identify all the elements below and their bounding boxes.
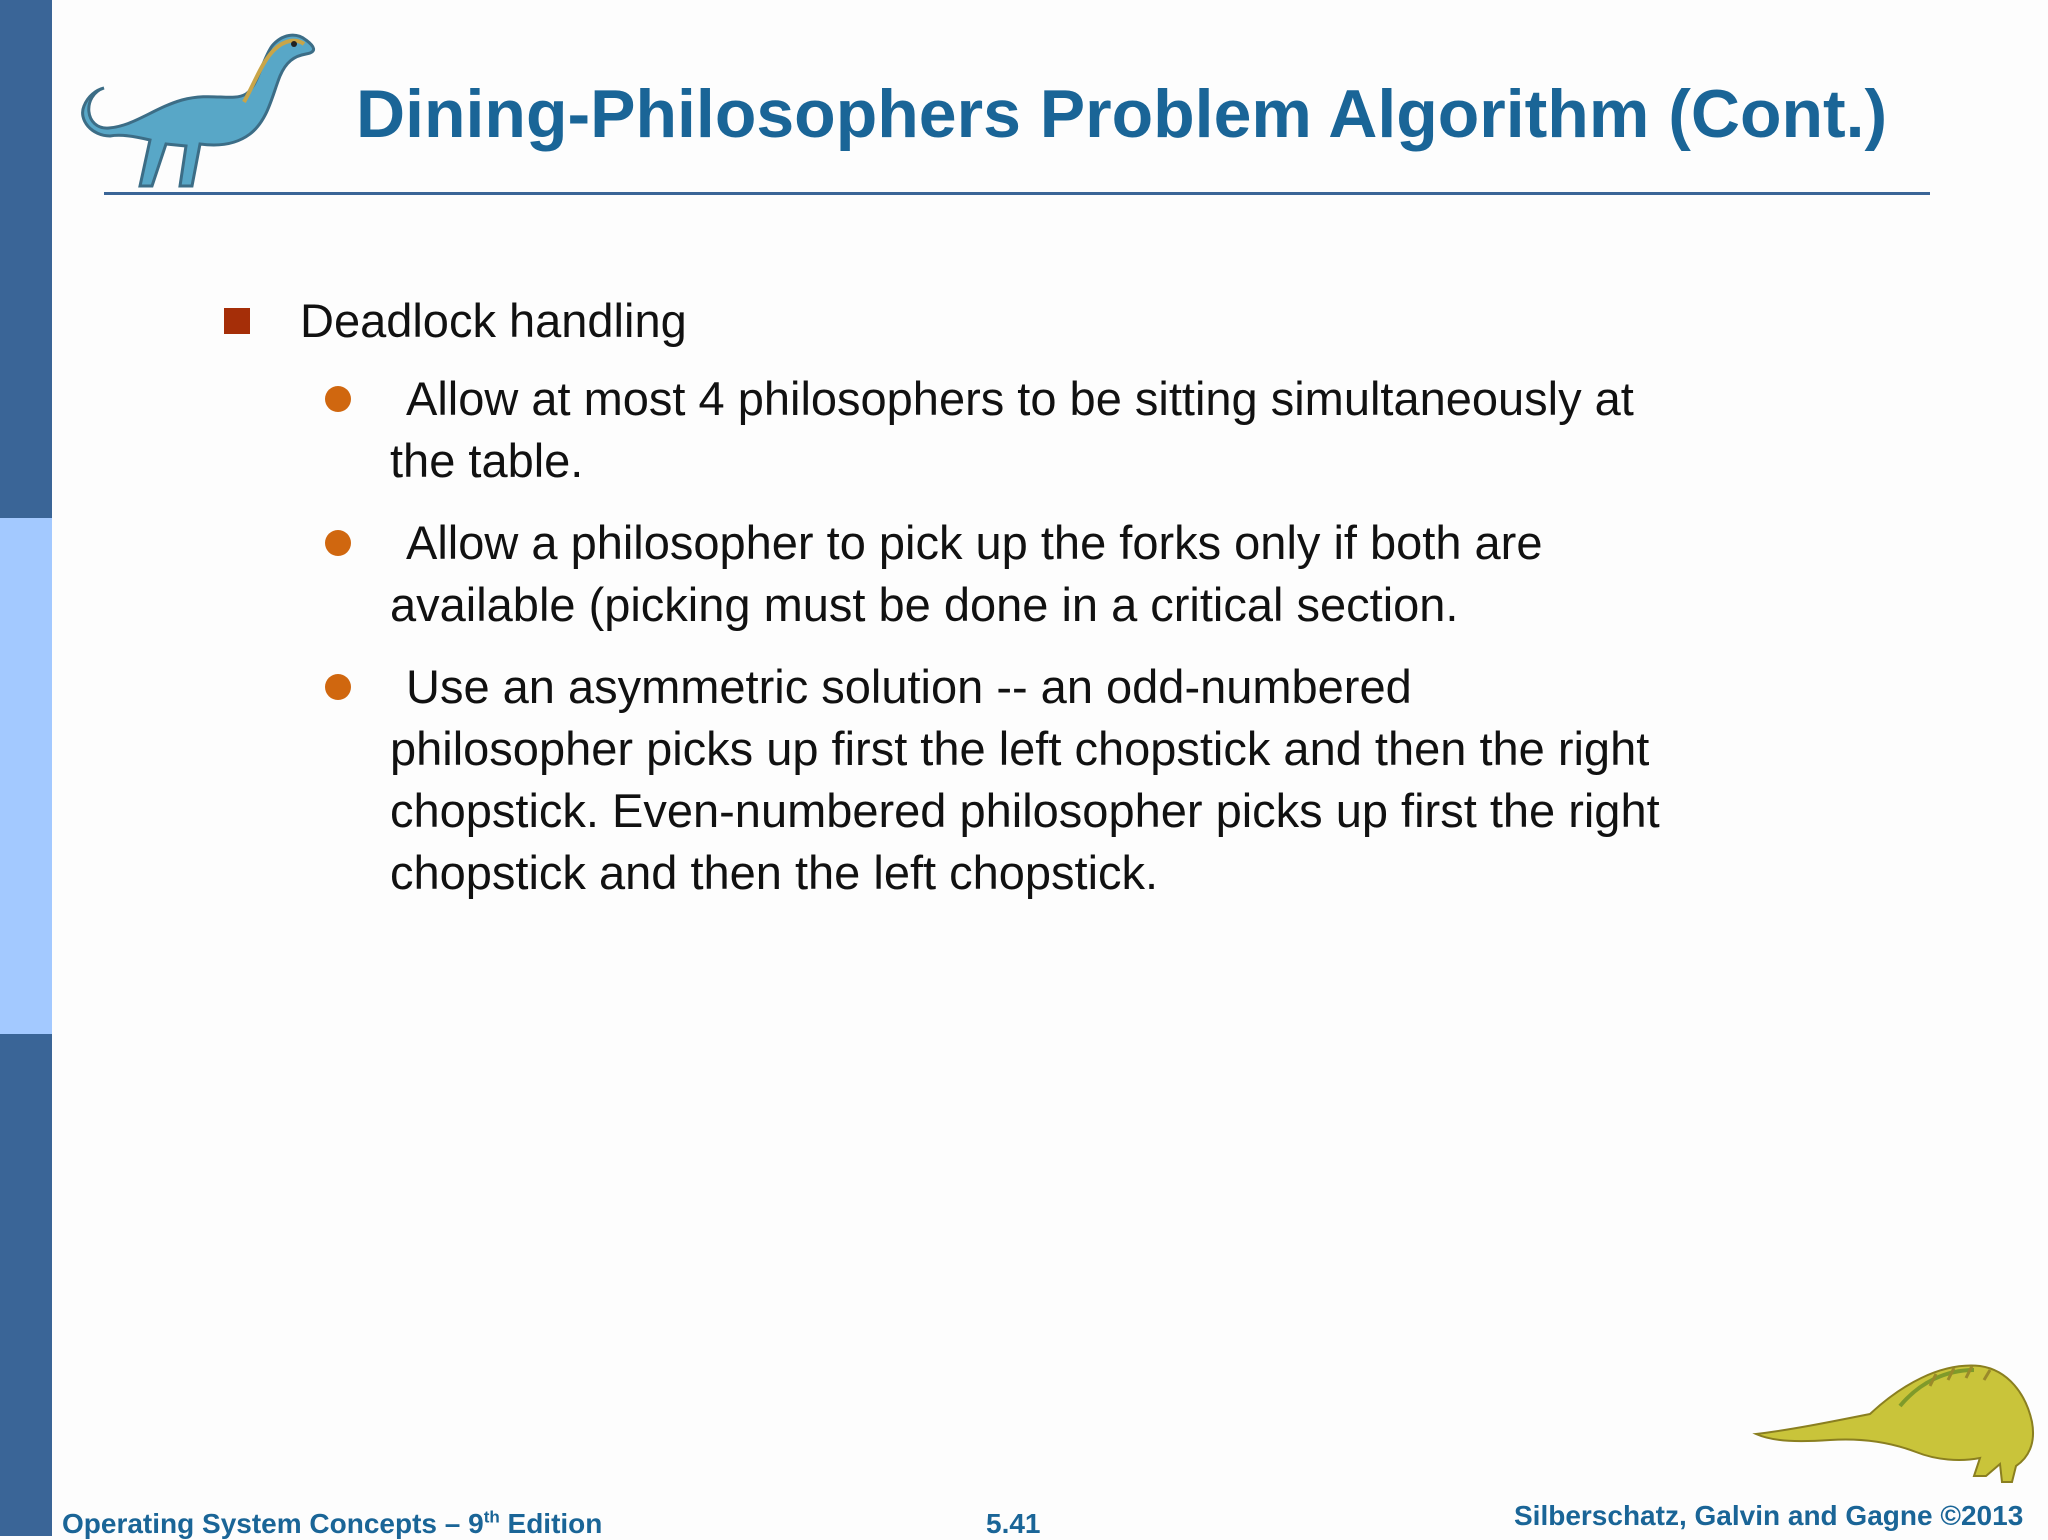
circle-bullet-icon xyxy=(325,386,351,412)
subbullet-text: Use an asymmetric solution -- an odd-numbered philosopher picks up first the left chopstick and then the right chopstick. Even-numbered philosopher picks up first the right chopstick and then the left chopstick. xyxy=(390,660,1660,899)
square-bullet-icon xyxy=(224,308,250,334)
slide-title: Dining-Philosophers Problem Algorithm (Cont.) xyxy=(356,76,1888,152)
dinosaur-icon xyxy=(1750,1326,2040,1486)
bullet-text: Deadlock handling xyxy=(300,294,687,347)
side-bar xyxy=(0,0,52,1536)
subbullet-item xyxy=(390,512,1660,636)
subbullet-item xyxy=(390,368,1660,492)
bullet-item xyxy=(220,290,1670,352)
circle-bullet-icon xyxy=(325,674,351,700)
slide-content xyxy=(220,290,1670,904)
footer-book-title: Operating System Concepts – 9th Edition xyxy=(62,1507,603,1539)
footer-authors: Silberschatz, Galvin and Gagne ©2013 xyxy=(1514,1500,2024,1531)
side-bar-highlight xyxy=(0,518,52,1034)
subbullet-text: Allow at most 4 philosophers to be sitting simultaneously at the table. xyxy=(390,372,1634,487)
subbullet-item xyxy=(390,656,1660,904)
circle-bullet-icon xyxy=(325,530,351,556)
footer-page-number: 5.41 xyxy=(986,1508,1041,1539)
subbullet-text: Allow a philosopher to pick up the forks only if both are available (picking must be done in a critical section. xyxy=(390,516,1543,631)
dinosaur-icon xyxy=(74,10,324,194)
title-divider xyxy=(104,192,1930,195)
